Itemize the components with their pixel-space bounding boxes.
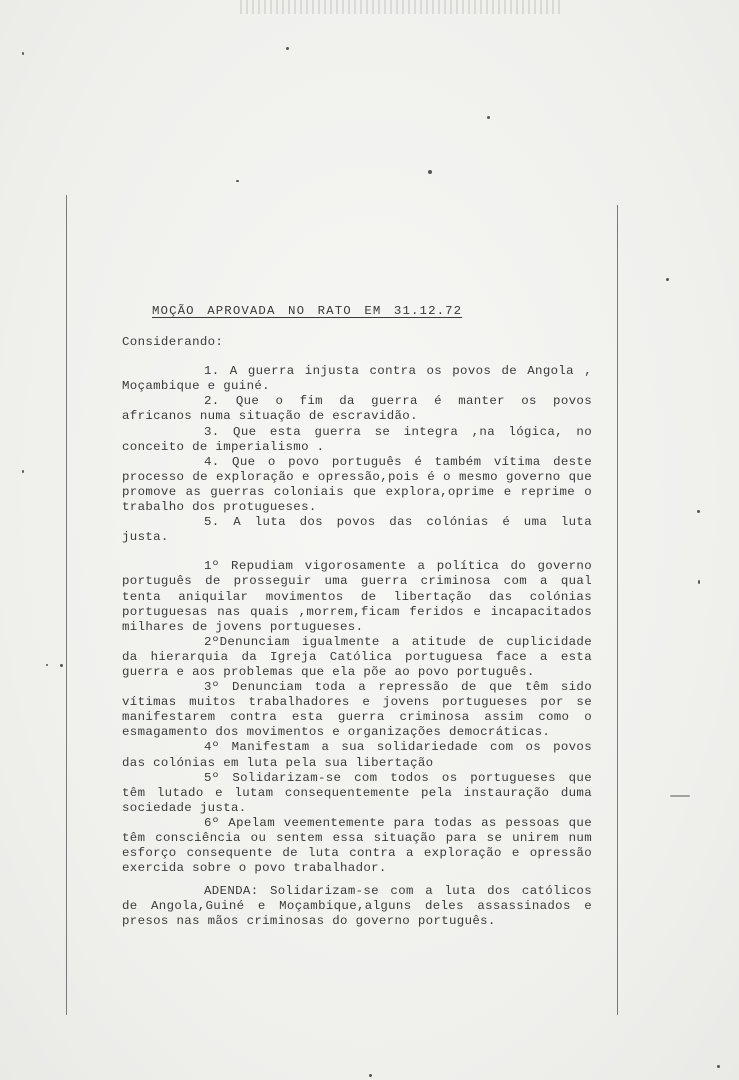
consideration-3: 3. Que esta guerra se integra ,na lógica, no conceito de imperialismo . xyxy=(122,424,592,454)
document-title: MOÇÃO APROVADA NO RATO EM 31.12.72 xyxy=(152,304,463,318)
consideration-5: 5. A luta dos povos das colónias é uma luta justa. xyxy=(122,515,592,545)
section-gap xyxy=(122,545,592,559)
speck xyxy=(428,170,432,174)
speck xyxy=(697,510,700,513)
resolution-3: 3º Denunciam toda a repressão de que têm sido vítimas muitos trabalhadores e jovens portugueses por se manifestarem contra esta guerra criminosa assim como o esmagamento dos movimentos e organizações democráticas. xyxy=(122,680,592,740)
considering-label: Considerando: xyxy=(122,335,224,350)
consideration-4: 4. Que o povo português é também vítima deste processo de exploração e opressão,pois é o mesmo governo que promove as guerras coloniais que explora,oprime e reprime o trabalho dos protugueses. xyxy=(122,454,592,515)
speck xyxy=(22,52,24,55)
resolution-4: 4º Manifestam a sua solidariedade com os povos das colónias em luta pela sua libertação xyxy=(122,740,592,770)
right-margin-line xyxy=(617,205,618,1015)
resolution-1: 1º Repudiam vigorosamente a política do governo português de prosseguir uma guerra criminosa com a qual tenta aniquilar movimentos de libertação das colónias portuguesas nas quais ,morrem,ficam feridos e incapacitados milhares de jovens portugueses. xyxy=(122,559,592,634)
addendum: ADENDA: Solidarizam-se com a luta dos católicos de Angola,Guiné e Moçambique,alguns deles assassinados e presos nas mãos criminosas do governo português. xyxy=(122,884,592,929)
scan-edge-noise xyxy=(240,0,560,14)
resolution-5: 5º Solidarizam-se com todos os portugueses que têm lutado e lutam consequentemente pela instauração duma sociedade justa. xyxy=(122,770,592,815)
speck xyxy=(22,470,24,473)
resolution-6: 6º Apelam veementemente para todas as pessoas que têm consciência ou sentem essa situação para se unirem num esforço consequente de luta contra a exploração e opressão exercida sobre o povo trabalhador. xyxy=(122,815,592,876)
motion-document xyxy=(122,304,592,930)
speck xyxy=(369,1074,372,1077)
speck xyxy=(666,278,669,281)
speck xyxy=(698,580,700,584)
resolution-2: 2ºDenunciam igualmente a atitude de cuplicidade da hierarquia da Igreja Católica portuguesa face a esta guerra e aos problemas que ela põe ao povo português. xyxy=(122,634,592,679)
left-margin-line xyxy=(66,195,67,1015)
speck xyxy=(46,664,48,666)
consideration-2: 2. Que o fim da guerra é manter os povos africanos numa situação de escravidão. xyxy=(122,394,592,424)
section-gap xyxy=(122,876,592,884)
speck xyxy=(670,795,690,797)
speck xyxy=(487,116,490,119)
consideration-1: 1. A guerra injusta contra os povos de Angola , Moçambique e guiné. xyxy=(122,364,592,394)
speck xyxy=(286,47,289,50)
speck xyxy=(60,664,63,667)
speck xyxy=(717,1065,720,1068)
speck xyxy=(236,180,239,182)
